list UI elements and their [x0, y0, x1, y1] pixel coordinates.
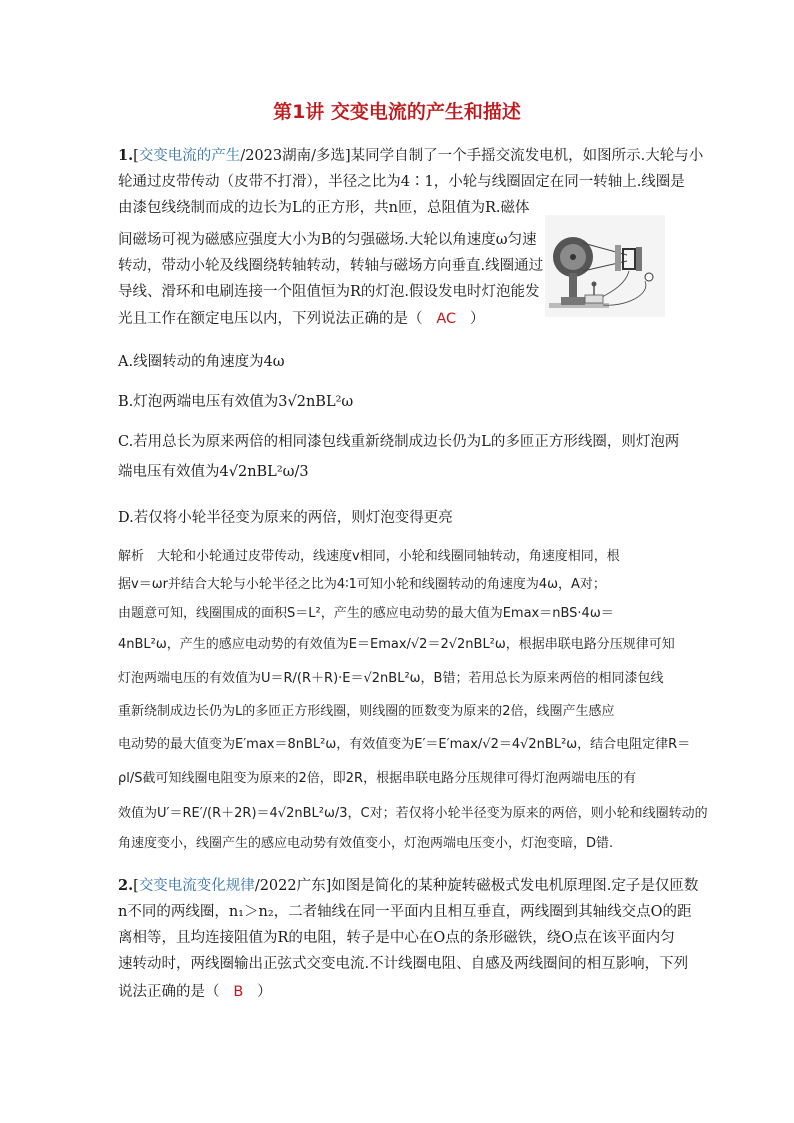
page-title: 第1讲 交变电流的产生和描述 [273, 101, 521, 123]
q1-line-7: 光且工作在额定电压以内，下列说法正确的是（ AC ） [118, 311, 485, 327]
q1-explanation-6: 重新绕制成边长仍为L的多匝正方形线圈，则线圈的匝数变为原来的2倍，线圈产生感应 [118, 704, 615, 719]
q2-line-1: 2.[交变电流变化规律/2022广东]如图是简化的某种旋转磁极式发电机原理图.定子是仅匝数 [118, 877, 699, 894]
q1-explanation-2: 据v＝ωr并结合大轮与小轮半径之比为4∶1可知小轮和线圈转动的角速度为4ω，A对； [118, 577, 606, 592]
q1-explanation-8: ρl/S截可知线圈电阻变为原来的2倍，即2R，根据串联电路分压规律可得灯泡两端电压的有 [118, 771, 637, 786]
q2-number: 2. [118, 877, 134, 894]
q1-line-4: 间磁场可视为磁感应强度大小为B的匀强磁场.大轮以角速度ω匀速 [118, 232, 537, 248]
q1-answer: AC [436, 311, 457, 327]
q1-explanation-7: 电动势的最大值变为E′max＝8nBL²ω，有效值变为E′＝E′max/√2＝4√2nBL²ω，结合电阻定律R＝ [118, 737, 691, 752]
q1-line-2: 轮通过皮带传动（皮带不打滑），半径之比为4∶1，小轮与线圈固定在同一转轴上.线圈是 [118, 174, 685, 190]
q1-option-c-line-1: C.若用总长为原来两倍的相同漆包线重新绕制成边长仍为L的多匝正方形线圈，则灯泡两 [118, 434, 680, 450]
q2-answer: B [233, 984, 244, 1000]
q1-explanation-9: 效值为U′＝RE′/(R＋2R)＝4√2nBL²ω/3，C对；若仅将小轮半径变为原来的两倍，则小轮和线圈转动的 [118, 806, 708, 821]
q2-line-2: n不同的两线圈，n₁＞n₂，二者轴线在同一平面内且相互垂直，两线圈到其轴线交点O的距 [118, 904, 692, 920]
q1-explanation-3: 由题意可知，线圈围成的面积S＝L²，产生的感应电动势的最大值为Emax＝nBS·4ω＝ [118, 606, 614, 621]
q1-option-b: B.灯泡两端电压有效值为3√2nBL²ω [118, 394, 354, 410]
q1-option-a: A.线圈转动的角速度为4ω [118, 354, 285, 370]
q1-line-3: 由漆包线绕制而成的边长为L的正方形，共n匝，总阻值为R.磁体 [118, 200, 530, 216]
q2-line-4: 速转动时，两线圈输出正弦式交变电流.不计线圈电阻、自感及两线圈间的相互影响，下列 [118, 956, 689, 972]
q1-explanation-10: 角速度变小，线圈产生的感应电动势有效值变小，灯泡两端电压变小，灯泡变暗，D错. [118, 836, 614, 851]
q1-option-d: D.若仅将小轮半径变为原来的两倍，则灯泡变得更亮 [118, 510, 453, 526]
q1-source: /2023湖南/多选] [240, 148, 351, 164]
q2-line-5: 说法正确的是（ B ） [118, 984, 272, 1000]
q1-number: 1. [118, 147, 134, 164]
q2-line-3: 离相等，且均连接阻值为R的电阻，转子是中心在O点的条形磁铁，绕O点在该平面内匀 [118, 930, 675, 946]
q2-tag[interactable]: 交变电流变化规律 [138, 878, 255, 894]
q1-explanation-1: 解析 大轮和小轮通过皮带传动，线速度v相同，小轮和线圈同轴转动，角速度相同，根 [118, 549, 620, 564]
q1-option-c-line-2: 端电压有效值为4√2nBL²ω/3 [118, 464, 309, 480]
generator-figure [545, 215, 665, 317]
q1-line-6: 导线、滑环和电刷连接一个阻值恒为R的灯泡.假设发电时灯泡能发 [118, 284, 540, 300]
q2-source: /2022广东] [254, 878, 332, 894]
q1-explanation-4: 4nBL²ω，产生的感应电动势的有效值为E＝Emax/√2＝2√2nBL²ω，根据串联电路分压规律可知 [118, 637, 675, 652]
q1-line-5: 转动，带动小轮及线圈绕转轴转动，转轴与磁场方向垂直.线圈通过 [118, 258, 544, 274]
q1-tag[interactable]: 交变电流的产生 [138, 148, 241, 164]
q1-line-1: 1.[交变电流的产生/2023湖南/多选]某同学自制了一个手摇交流发电机，如图所示.大轮与小 [118, 147, 704, 164]
q1-explanation-5: 灯泡两端电压的有效值为U＝R/(R＋R)·E＝√2nBL²ω，B错；若用总长为原来两倍的相同漆包线 [118, 671, 664, 686]
